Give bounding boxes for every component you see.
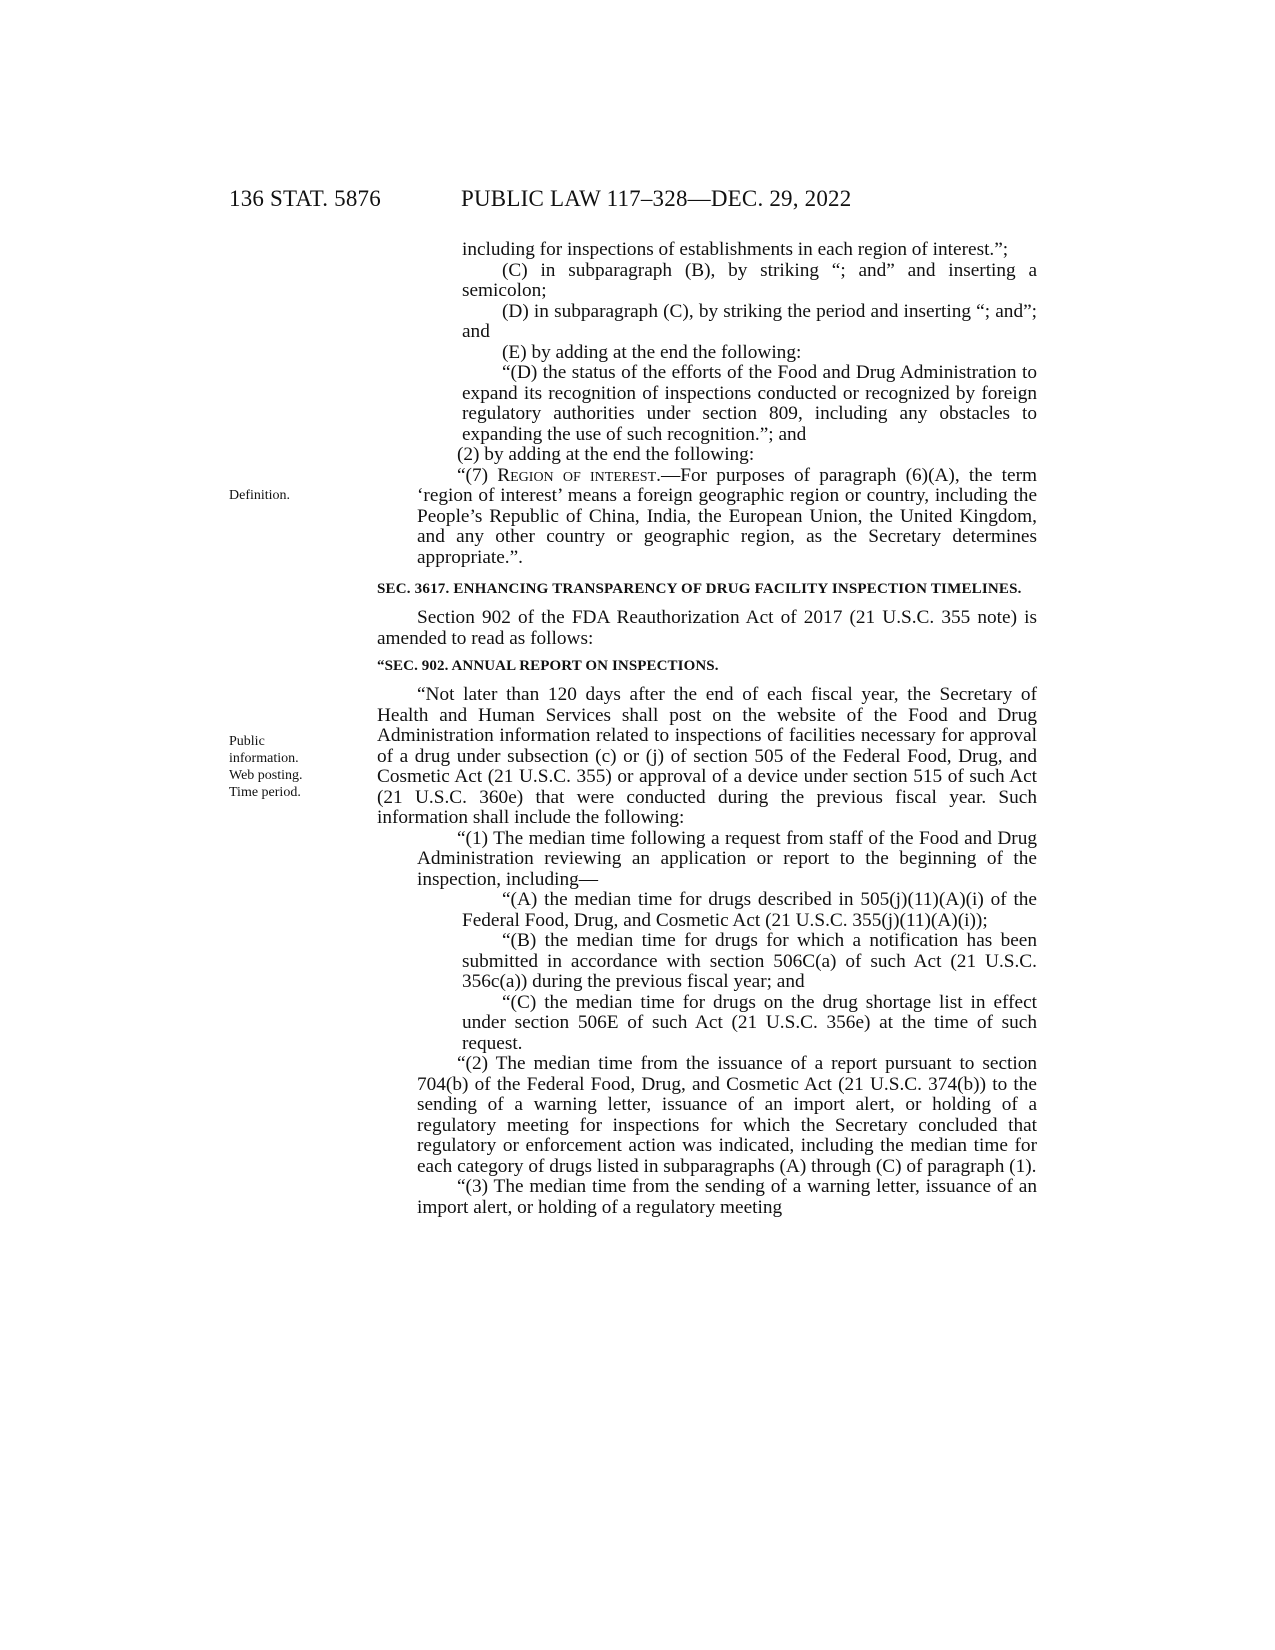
paragraph-annual-report: “Not later than 120 days after the end of each fiscal year, the Secretary of Health and Human Services shall post on the website of the Food and Drug Administration information related to inspections of facilities necessary for approval of a drug under subsection (c) or (j) of section 505 of the Federal Food, Drug, and Cosmetic Act (21 U.S.C. 355) or approval of a device under section 515 of such Act (21 U.S.C. 360e) that were conducted during the previous fiscal year. Such information shall include the following: [377, 684, 1037, 828]
body-text [377, 240, 1037, 1218]
margin-note-line-3: Web posting. [229, 768, 303, 783]
paragraph-subparagraph-e: (E) by adding at the end the following: [502, 341, 802, 363]
paragraph-region-of-interest-end: including for inspections of establishments in each region of interest.”; [462, 239, 1009, 260]
page-reference: 136 STAT. 5876 [229, 186, 381, 211]
margin-note-public-information [229, 733, 334, 801]
paragraph-subparagraph-c: (C) in subparagraph (B), by striking “; and” and inserting a semicolon; [462, 259, 1037, 301]
section-902-heading: “SEC. 902. ANNUAL REPORT ON INSPECTIONS. [377, 658, 719, 674]
margin-note-definition [229, 487, 334, 504]
paragraph-3-median-time: “(3) The median time from the sending of a warning letter, issuance of an import alert, or holding of a regulatory meeting [417, 1176, 1037, 1218]
paragraph-1-median-time: “(1) The median time following a request from staff of the Food and Drug Administration reviewing an application or report to the beginning of the inspection, including— [417, 827, 1037, 890]
margin-note-line-4: Time period. [229, 785, 301, 800]
paragraph-7-heading: Region of interest [497, 464, 657, 486]
margin-note-definition-text: Definition. [229, 488, 291, 503]
margin-note-line-2: information. [229, 751, 299, 766]
paragraph-quoted-d: “(D) the status of the efforts of the Food and Drug Administration to expand its recognition of inspections conducted or recognized by foreign regulatory authorities under section 809, including any obstacles to expanding the use of such recognition.”; and [462, 362, 1037, 445]
margin-note-line-1: Public [229, 734, 265, 749]
paragraph-subparagraph-d: (D) in subparagraph (C), by striking the period and inserting “; and”; and [462, 300, 1037, 342]
paragraph-b-notification: “(B) the median time for drugs for which a notification has been submitted in accordance with section 506C(a) of such Act (21 U.S.C. 356c(a)) during the previous fiscal year; and [462, 930, 1037, 992]
paragraph-c-shortage-list: “(C) the median time for drugs on the drug shortage list in effect under section 506E of such Act (21 U.S.C. 356e) at the time of such request. [462, 991, 1037, 1054]
paragraph-2-adding: (2) by adding at the end the following: [457, 444, 755, 465]
paragraph-7-lead: “(7) [457, 464, 498, 486]
section-3617-heading: SEC. 3617. ENHANCING TRANSPARENCY OF DRUG FACILITY INSPECTION TIMELINES. [377, 581, 1022, 597]
paragraph-7-text: .—For purposes of paragraph (6)(A), the term ‘region of interest’ means a foreign geographic region or country, including the People’s Republic of China, India, the European Union, the United Kingdom, and any other country or geographic region, as the Secretary determines appropriate.”. [417, 464, 1037, 568]
paragraph-2-median-time: “(2) The median time from the issuance of a report pursuant to section 704(b) of the Federal Food, Drug, and Cosmetic Act (21 U.S.C. 374(b)) to the sending of a warning letter, issuance of an import alert, or holding of a regulatory meeting for inspections for which the Secretary concluded that regulatory or enforcement action was indicated, including the median time for each category of drugs listed in subparagraphs (A) through (C) of paragraph (1). [417, 1053, 1037, 1177]
paragraph-7-region-of-interest [377, 466, 1037, 569]
running-title: PUBLIC LAW 117–328—DEC. 29, 2022 [461, 186, 852, 211]
paragraph-a-drugs: “(A) the median time for drugs described in 505(j)(11)(A)(i) of the Federal Food, Drug, and Cosmetic Act (21 U.S.C. 355(j)(11)(A)(i)); [462, 889, 1037, 931]
paragraph-section-902-amendment: Section 902 of the FDA Reauthorization Act of 2017 (21 U.S.C. 355 note) is amended to read as follows: [377, 607, 1037, 649]
